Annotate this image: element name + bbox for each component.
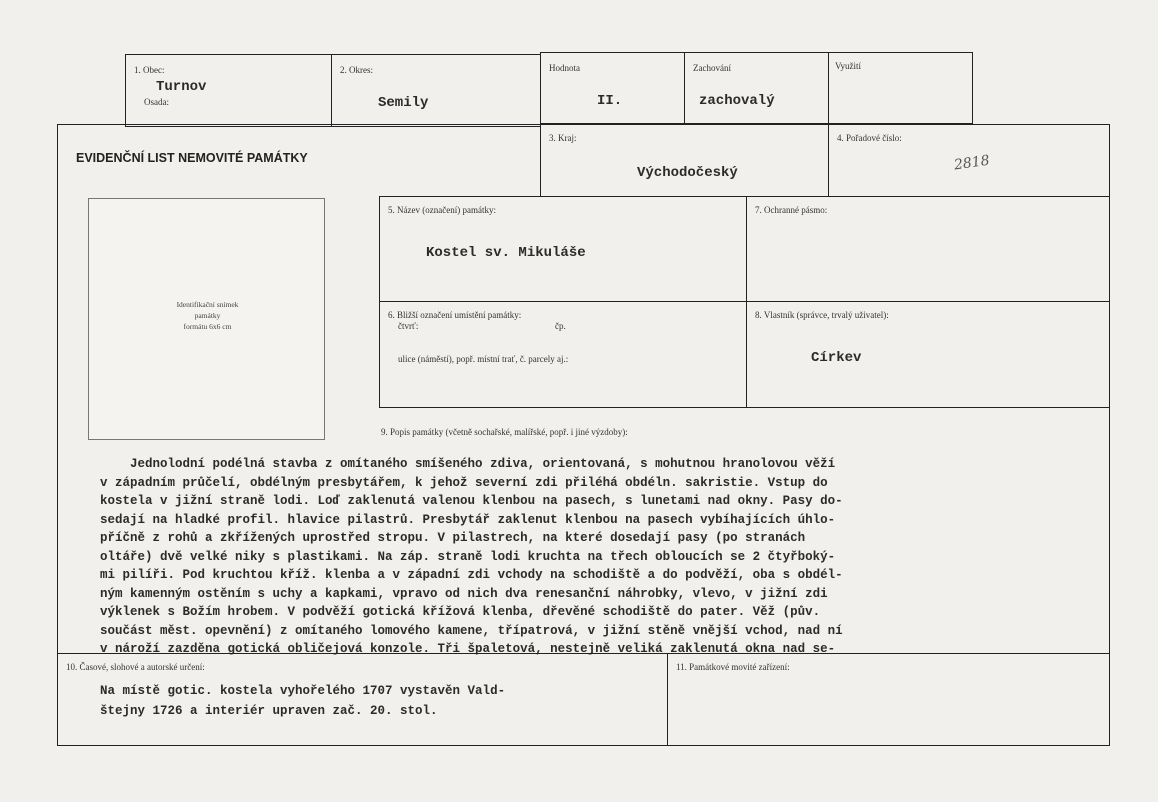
zachovani-label: Zachování [693,63,731,73]
form-title: EVIDENČNÍ LIST NEMOVITÉ PAMÁTKY [76,151,308,165]
vlastnik-label: 8. Vlastník (správce, trvalý uživatel): [755,310,889,320]
zarizeni-cell [667,653,1110,746]
photo-caption [89,299,326,332]
urceni-line: štejny 1726 a interiér upraven zač. 20. stol. [100,704,438,718]
ochranne-pasmo-cell [746,196,1110,302]
kraj-label: 3. Kraj: [549,133,577,143]
obec-value: Turnov [156,79,207,95]
ctvrt-label: čtvrť: [398,321,419,331]
vlastnik-cell [746,301,1110,408]
photo-placeholder [88,198,325,440]
nazev-label: 5. Název (označení) památky: [388,205,496,215]
photo-caption-line: Identifikační snímek [176,300,239,309]
zachovani-cell [684,52,829,124]
hodnota-value: II. [597,93,623,109]
popis-line: součást měst. opevnění) z omítaného lomového kamene, třípatrová, v jižní stěně vnější vchod, nad ní [100,623,843,638]
obec-label: 1. Obec: [134,65,165,75]
poradove-cislo-value: 2818 [953,152,991,174]
poradove-cislo-cell [828,124,1110,197]
zachovani-value: zachovalý [699,93,775,109]
okres-value: Semily [378,95,429,111]
popis-line: kostela v jižní straně lodi. Loď zaklenutá valenou klenbou na pasech, s lunetami nad okny. Pasy do- [100,494,843,508]
vyuziti-label: Využití [835,61,861,71]
vlastnik-value: Církev [811,350,862,366]
urceni-cell [57,653,668,746]
popis-label: 9. Popis památky (včetně sochařské, malířské, popř. i jiné výzdoby): [381,427,628,437]
cp-label: čp. [555,321,566,331]
ulice-label: ulice (náměstí), popř. místní trať, č. parcely aj.: [398,354,569,364]
hodnota-cell [540,52,685,124]
kraj-cell [540,124,829,197]
umisteni-label: 6. Bližší označení umístění památky: [388,310,522,320]
nazev-cell [379,196,747,302]
popis-line: v západním průčelí, obdélným presbytářem, k jehož severní zdi přiléhá obdéln. sakristie. Vstup do [100,475,828,490]
osada-label: Osada: [144,97,169,107]
popis-line: příčně z rohů a zkřížených uprostřed stropu. V pilastrech, na které dosedají pasy (po stranách [100,531,806,545]
kraj-value: Východočeský [637,165,738,181]
popis-line: sedají na hladké profil. hlavice pilastrů. Presbytář zaklenut klenbou na pasech vybíhajících úhlo- [100,512,836,527]
popis-line: ným kamenným ostěním s uchy a kapkami, vpravo od nich dva renesanční náhrobky, vlevo, v jižní zdi [100,586,828,601]
ochranne-pasmo-label: 7. Ochranné pásmo: [755,205,828,215]
hodnota-label: Hodnota [549,63,580,73]
zarizeni-label: 11. Památkové movité zařízení: [676,662,790,672]
popis-line: mi pilíři. Pod kruchtou kříž. klenba a v západní zdi vchody na schodiště a do podvěží, oba s obdél- [100,568,843,582]
vyuziti-cell [828,52,973,124]
photo-caption-line: formátu 6x6 cm [183,322,232,331]
popis-line: oltáře) dvě velké niky s plastikami. Na záp. straně lodi kruchta na třech obloucích se 2 čtyřboký- [100,549,836,564]
popis-line: Jednolodní podélná stavba z omítaného smíšeného zdiva, orientovaná, s mohutnou hranolovou věží [100,457,836,471]
popis-line: výklenek s Božím hrobem. V podvěží gotická křížová klenba, dřevěné schodiště do pater. Věž (pův. [100,605,821,619]
nazev-value: Kostel sv. Mikuláše [426,245,586,261]
okres-label: 2. Okres: [340,65,373,75]
popis-text [100,455,1095,659]
umisteni-cell [379,301,747,408]
poradove-cislo-label: 4. Pořadové číslo: [837,133,902,143]
popis-line: v nároží zazděna gotická obličejová konzole. Tři špaletová, nestejně veliká zaklenutá okna nad se- [100,642,836,656]
photo-caption-line: památky [194,311,221,320]
urceni-label: 10. Časové, slohové a autorské určení: [66,662,205,672]
obec-cell [125,54,332,127]
urceni-line: Na místě gotic. kostela vyhořelého 1707 vystavěn Vald- [100,684,506,698]
okres-cell [331,54,541,127]
